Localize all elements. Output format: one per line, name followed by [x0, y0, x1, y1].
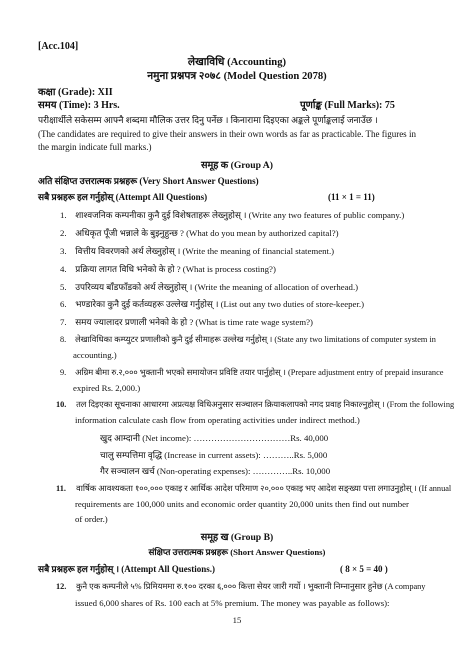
question-line: 5. उपरिव्यय बाँडफाँडको अर्थ लेख्नुहोस् । (Write the meaning of allocation of overhead.): [60, 282, 359, 292]
cash-flow-item: चालु सम्पत्तिमा वृद्धि (Increase in current assets): ………..Rs. 5,000: [100, 450, 328, 460]
question-line: 8. लेखाविधिका कम्प्युटर प्रणालीको कुनै दुई सीमाहरू उल्लेख गर्नुहोस् । (State any two limitations of computer system in: [60, 335, 436, 344]
question-continuation: requirements are 100,000 units and economic order quantity 20,000 units then find out number: [75, 499, 409, 509]
group-a-question-type: अति संक्षिप्त उत्तरात्मक प्रश्नहरू (Very Short Answer Questions): [38, 176, 259, 186]
group-a-marks: (11 × 1 = 11): [328, 192, 375, 202]
time-label: समय (Time): 3 Hrs.: [38, 100, 120, 111]
question-line: 2. अधिकृत पूँजी भन्नाले के बुझ्नुहुन्छ ? (What do you mean by authorized capital?): [60, 228, 339, 238]
question-line: 9. अग्रिम बीमा रु.२,००० भुक्तानी भएको समायोजन प्रविष्टि तयार पार्नुहोस् । (Prepare adjustment entry of prepaid insurance: [60, 368, 444, 377]
group-b-title: समूह ख (Group B): [200, 532, 274, 543]
group-b-instruction: सबै प्रश्नहरू हल गर्नुहोस् । (Attempt All Questions.): [38, 564, 216, 574]
question-line: 12. कुनै एक कम्पनीले ५% प्रिमियममा रु.१०० दरका ६,००० कित्ता सेयर जारी गर्यो । भुक्तानी निम्नानुसार हुनेछ (A company: [56, 582, 426, 591]
instruction-english-line-1: (The candidates are required to give their answers in their own words as far as practicable. The figures in: [38, 129, 416, 139]
paper-code: [Acc.104]: [38, 41, 79, 52]
question-line: 11. वार्षिक आवश्यकता १००,००० एकाइ र आर्थिक आदेश परिमाण २०,००० एकाइ भए आदेश सङ्ख्या पत्ता लगाउनुहोस् । (If annual: [56, 484, 452, 493]
question-line: 3. वित्तीय विवरणको अर्थ लेख्नुहोस् । (Write the meaning of financial statement.): [60, 246, 335, 256]
subject-title: लेखाविधि (Accounting): [187, 57, 287, 68]
question-continuation: information calculate cash flow from operating activities under indirect method.): [75, 415, 360, 425]
question-line: 1. शाश्वजनिक कम्पनीका कुनै दुई विशेषताहरू लेख्नुहोस् । (Write any two features of public company.): [60, 210, 405, 220]
model-question-title: नमुना प्रश्नपत्र २०७८ (Model Question 2078): [147, 71, 327, 82]
question-continuation: of order.): [75, 514, 108, 524]
cash-flow-item: गैर सञ्चालन खर्च (Non-operating expenses): …………..Rs. 10,000: [100, 466, 331, 476]
group-a-instruction: सबै प्रश्नहरू हल गर्नुहोस् (Attempt All Questions): [38, 192, 208, 202]
question-continuation: issued 6,000 shares of Rs. 100 each at 5% premium. The money was payable as follows):: [75, 598, 390, 608]
group-b-marks: ( 8 × 5 = 40 ): [340, 564, 388, 574]
full-marks-label: पूर्णाङ्क (Full Marks): 75: [300, 100, 395, 111]
group-a-title: समूह क (Group A): [201, 160, 273, 171]
question-line: 6. भण्डारेका कुनै दुई कर्तव्यहरू उल्लेख गर्नुहोस् । (List out any two duties of store-keeper.): [60, 299, 365, 309]
question-line: 7. समय ज्यालादर प्रणाली भनेको के हो ? (What is time rate wage system?): [60, 317, 313, 327]
group-b-question-type: संक्षिप्त उत्तरात्मक प्रश्नहरू (Short Answer Questions): [148, 547, 326, 557]
instruction-nepali: परीक्षार्थीले सकेसम्म आफ्नै शब्दमा मौलिक उत्तर दिनु पर्नेछ । किनारामा दिइएका अङ्कले पूर्णाङ्कलाई जनाउँछ ।: [38, 115, 378, 125]
question-continuation: accounting.): [73, 350, 117, 360]
grade-label: कक्षा (Grade): XII: [38, 87, 113, 98]
cash-flow-item: खुद आम्दानी (Net income): ……………………………Rs. 40,000: [100, 433, 329, 443]
instruction-english-line-2: the margin indicate full marks.): [38, 142, 152, 152]
question-line: 4. प्रक्रिया लागत विधि भनेको के हो ? (What is process costing?): [60, 264, 276, 274]
question-continuation: expired Rs. 2,000.): [73, 383, 141, 393]
page-number: 15: [232, 615, 242, 625]
question-line: 10. तल दिइएका सूचनाका आधारमा अप्रत्यक्ष विधिअनुसार सञ्चालन क्रियाकलापको नगद प्रवाह निकाल्नुहोस् । (From the following: [56, 400, 455, 409]
